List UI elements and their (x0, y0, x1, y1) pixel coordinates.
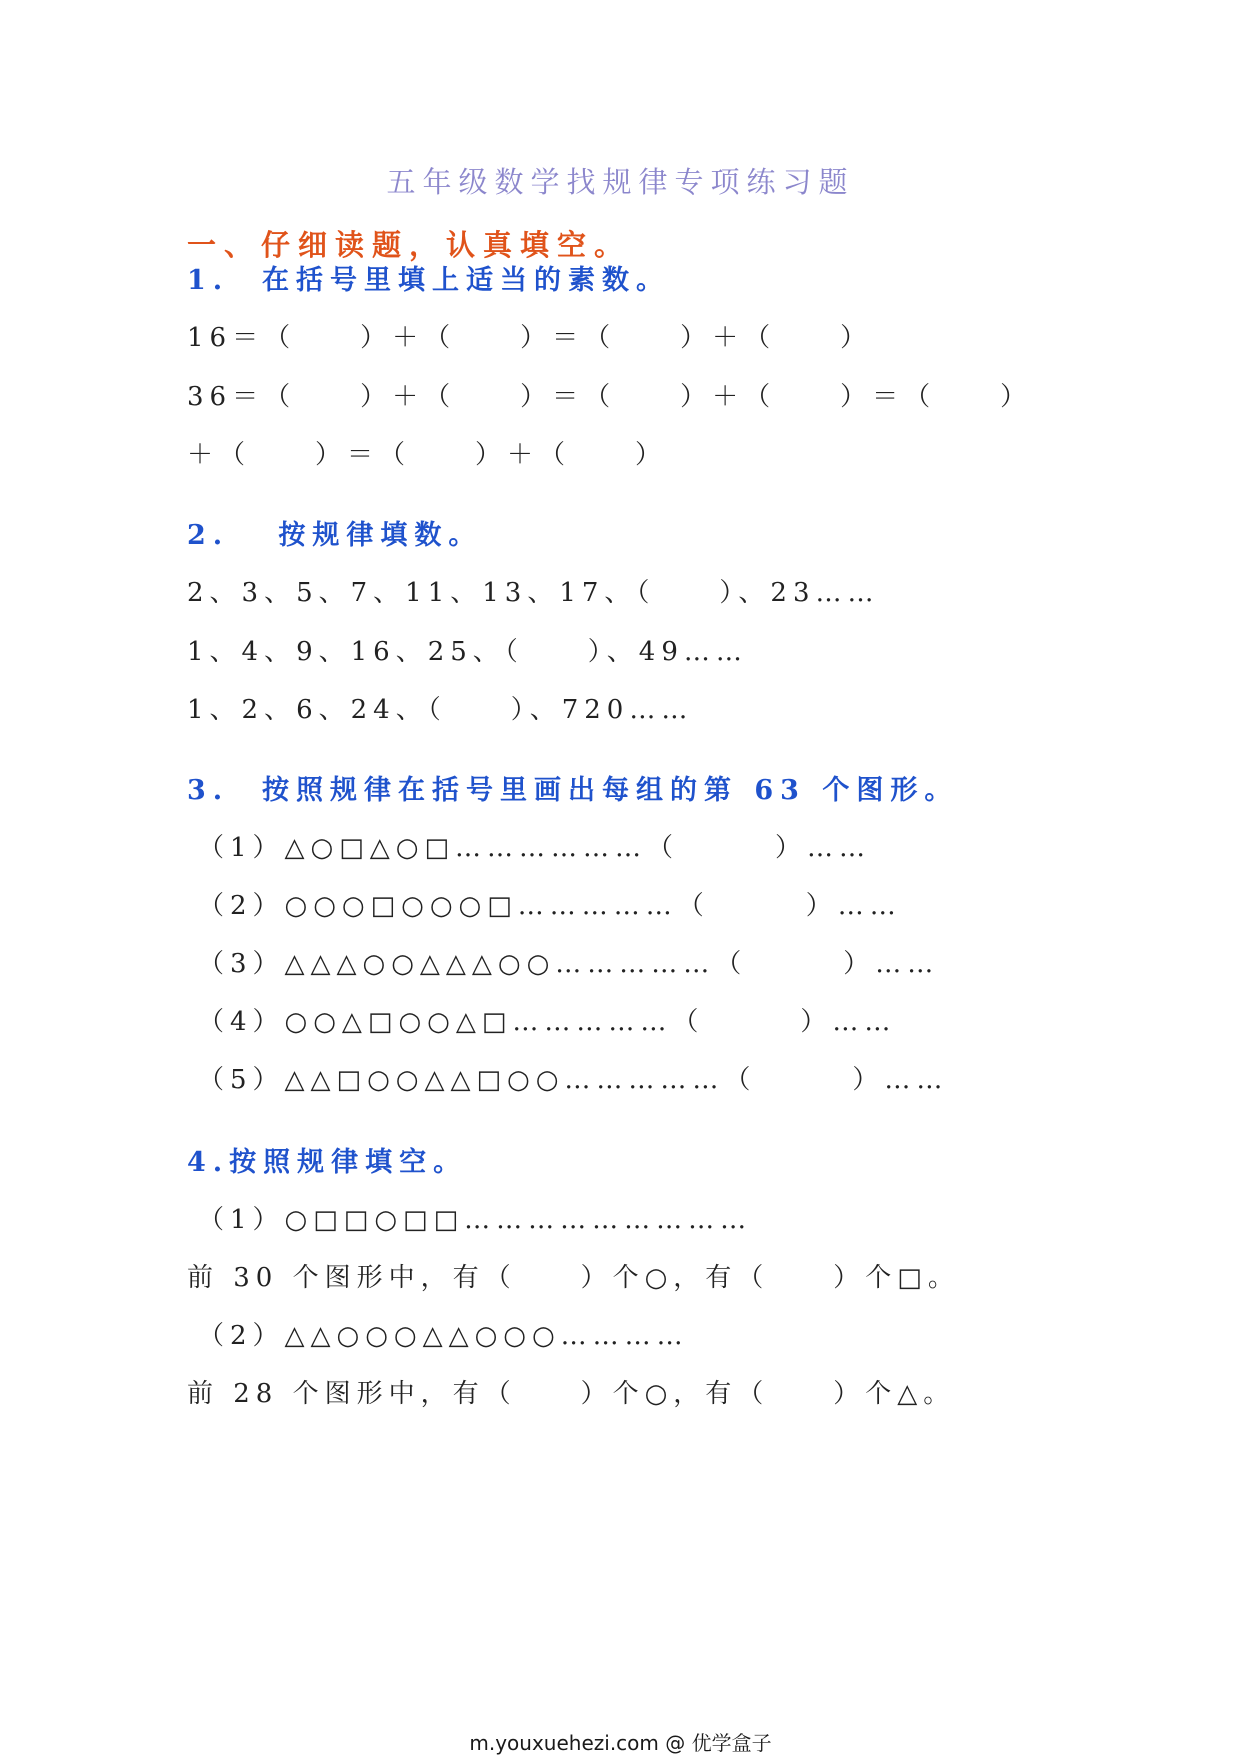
question-1-line-2: 36＝（ ）＋（ ）＝（ ）＋（ ）＝（ ） (187, 382, 1033, 412)
question-4-item-2-pattern: （2）△△○○○△△○○○………… (198, 1321, 689, 1351)
question-1-heading: 1. 在括号里填上适当的素数。 (187, 265, 670, 296)
question-3-item-4: （4）○○△□○○△□……………（ ）…… (198, 1007, 897, 1037)
question-3-item-5: （5）△△□○○△△□○○……………（ ）…… (198, 1065, 949, 1095)
page-title: 五年级数学找规律专项练习题 (386, 165, 855, 199)
question-3-item-2: （2）○○○□○○○□……………（ ）…… (198, 891, 902, 921)
question-3-heading: 3. 按照规律在括号里画出每组的第 63 个图形。 (187, 775, 959, 806)
question-2-heading: 2. 按规律填数。 (187, 520, 483, 551)
question-2-line-2: 1、4、9、16、25、（ ）、49…… (187, 637, 748, 667)
question-4-item-1-question: 前 30 个图形中，有（ ）个○，有（ ）个□。 (187, 1263, 960, 1293)
question-2-line-1: 2、3、5、7、11、13、17、（ ）、23…… (187, 578, 880, 608)
question-1-line-1: 16＝（ ）＋（ ）＝（ ）＋（ ） (187, 323, 873, 353)
question-4-item-2-question: 前 28 个图形中，有（ ）个○，有（ ）个△。 (187, 1379, 956, 1409)
question-1-line-3: ＋（ ）＝（ ）＋（ ） (187, 440, 668, 470)
question-4-item-1-pattern: （1）○□□○□□……………………… (198, 1205, 753, 1235)
question-3-item-1: （1）△○□△○□………………（ ）…… (198, 833, 872, 863)
question-3-item-3: （3）△△△○○△△△○○……………（ ）…… (198, 949, 940, 979)
question-4-heading: 4.按照规律填空。 (187, 1147, 468, 1178)
footer-watermark: m.youxuehezi.com @ 优学盒子 (469, 1731, 772, 1755)
question-2-line-3: 1、2、6、24、（ ）、720…… (187, 695, 694, 725)
section-heading: 一、仔细读题，认真填空。 (187, 228, 632, 262)
